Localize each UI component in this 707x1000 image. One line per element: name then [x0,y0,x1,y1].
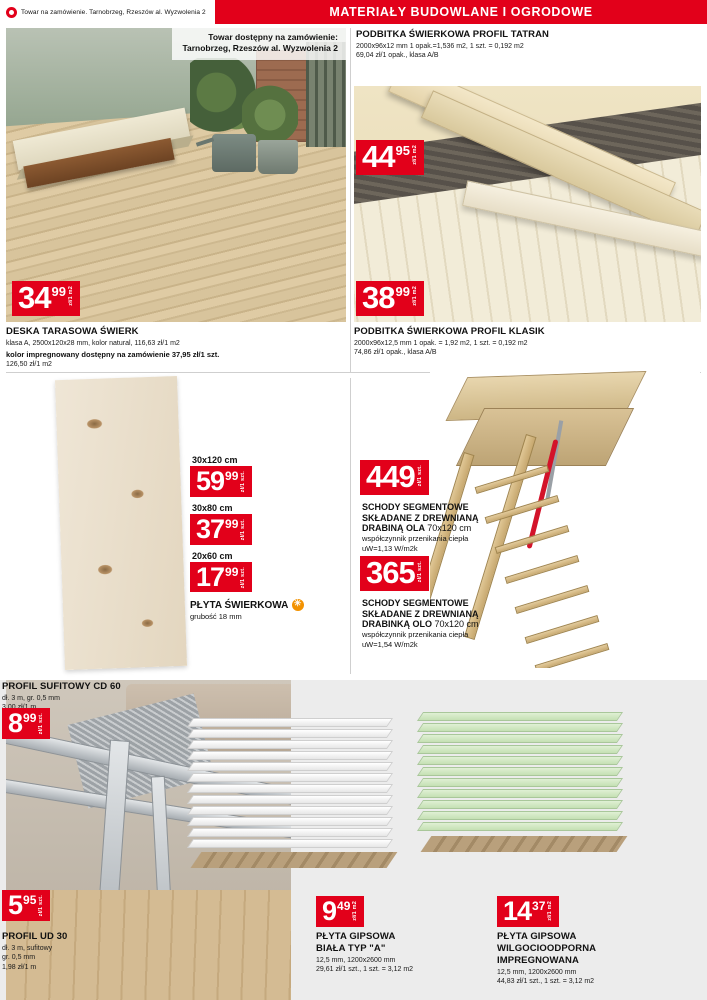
product-description-line-2: 74,86 zł/1 opak., klasa A/B [354,349,437,357]
gypsum-board-layer [417,745,623,754]
price-main: 365 [366,555,415,590]
price-cents: 49 [337,899,351,913]
deska-tarasowa-info [6,327,346,370]
price-tag-deska-tarasowa [12,281,80,316]
product-description: grubość 18 mm [190,612,242,622]
price-main: 8 [8,708,23,738]
product-title: DESKA TARASOWA ŚWIERK [6,326,139,337]
ud30-info [2,932,142,972]
price-unit: zł/1 m2 [67,286,74,307]
product-description-line-1: 2000x96x12 mm 1 opak.=1,536 m2, 1 szt. = 0,192 m2 [356,42,524,50]
price-main: 37 [196,513,225,544]
price-cents: 95 [23,893,37,907]
price-main: 44 [362,139,395,174]
product-description-line-2: uW=1,54 W/m2k [362,639,418,649]
product-title-line-3 [362,523,532,534]
gypsum-board-layer [187,729,393,738]
price-unit: zł/1 m2 [411,286,418,307]
wood-knot-decor [97,564,112,575]
gypsum-board-layer [187,751,393,760]
price-unit: zł/1 szt. [416,465,423,487]
product-description-line-1: dł. 3 m, sufitowy [2,944,53,952]
price-main: 17 [196,561,225,592]
price-unit: zł/1 m2 [352,901,359,921]
price-main: 38 [362,280,395,316]
product-description-line-2: 69,04 zł/1 opak., klasa A/B [356,52,439,60]
price-tag-plyta-30x80 [190,514,252,545]
product-title-line-3: IMPREGNOWANA [497,954,579,966]
pallet-decor [421,836,628,852]
gypsum-board-layer [417,789,623,798]
price-cents: 95 [395,143,410,158]
product-title: PROFIL UD 30 [2,931,68,942]
product-description-line-1: dł. 3 m, gr. 0,5 mm [2,694,60,702]
price-unit: zł/1 m2 [411,145,418,165]
price-tag-plyta-gipsowa-biala [316,896,364,927]
product-dimensions: 70x120 cm [434,619,479,630]
gypsum-board-layer [417,811,623,820]
divider-vertical [350,28,351,372]
star-badge-icon [292,599,304,611]
product-title-line-2: BIAŁA TYP "A" [316,942,386,954]
product-title-line-1: PŁYTA GIPSOWA [316,931,396,942]
gypsum-board-layer [417,767,623,776]
product-description-line-2: 44,83 zł/1 szt., 1 szt. = 3,12 m2 [497,978,595,986]
flower-pot-icon [258,140,298,174]
watering-can-icon [212,134,256,172]
order-dot-icon [6,7,17,18]
product-title: PODBITKA ŚWIERKOWA PROFIL KLASIK [354,326,545,337]
price-cents: 99 [23,711,37,725]
order-note-label: Towar na zamówienie. Tarnobrzeg, Rzeszów al. Wyzwolenia 2 [21,8,206,16]
price-main: 9 [322,896,337,926]
product-description-line-1: 2000x96x12,5 mm 1 opak. = 1,92 m2, 1 szt. = 0,192 m2 [354,339,528,347]
product-title-line-2: SKŁADANE Z DREWNIANĄ [362,512,479,523]
plyta-gipsowa-biala-info [316,932,481,975]
gypsum-board-layer [417,822,623,831]
size-label-2: 30x80 cm [192,502,233,513]
price-main: 59 [196,466,225,496]
gypsum-board-layer [417,756,623,765]
ladder-rung [505,555,580,584]
plyta-gipsowa-biala-photo [190,718,405,883]
gypsum-board-layer [187,828,393,837]
price-tag-podbitka-klasik [356,281,424,316]
product-title: PŁYTA ŚWIERKOWA [190,599,289,611]
order-availability-note [0,0,215,24]
podbitka-klasik-info [354,327,701,358]
price-cents: 99 [225,469,239,483]
price-unit: zł/1 szt. [240,518,247,541]
gypsum-board-layer [187,817,393,826]
price-tag-schody-olo [360,556,429,591]
price-unit: zł/1 szt. [38,895,45,917]
gypsum-board-layer [187,839,393,848]
wood-knot-decor [86,419,102,430]
plyta-gipsowa-impregnowana-photo [420,712,635,872]
price-main: 34 [18,280,51,316]
pallet-decor [191,852,398,868]
product-description-line-3: 1,98 zł/1 m [2,963,37,971]
price-unit: zł/1 m2 [547,901,554,921]
gypsum-board-layer [187,795,393,804]
gypsum-board-layer [187,806,393,815]
gypsum-board-layer [417,712,623,721]
schody-olo-info [362,598,532,649]
ladder-rung [525,615,600,644]
plyta-swierkowa-photo [55,376,187,670]
availability-line-2: Tarnobrzeg, Rzeszów al. Wyzwolenia 2 [182,43,338,54]
podbitka-photo [354,86,701,322]
price-main: 5 [8,890,23,920]
product-title-line-1: SCHODY SEGMENTOWE [362,502,469,512]
product-title: PROFIL SUFITOWY CD 60 [2,681,121,692]
size-label-3: 20x60 cm [192,550,233,561]
plyta-swierkowa-title-row [190,599,350,611]
product-dimensions: 70x120 cm [427,523,472,534]
size-label-1: 30x120 cm [192,455,238,465]
wood-knot-decor [141,619,153,627]
gypsum-board-layer [417,734,623,743]
price-tag-plyta-30x120 [190,466,252,497]
price-cents: 99 [225,564,239,579]
product-title-line-2: WILGOCIOODPORNA [497,942,597,954]
product-model: DRABINĄ OLA [362,523,425,534]
ladder-rung [535,643,610,668]
product-description: klasa A, 2500x120x28 mm, kolor natural, 116,63 zł/1 m2 [6,339,180,347]
price-unit: zł/1 szt. [416,561,423,583]
price-tag-schody-ola [360,460,429,495]
price-tag-plyta-gipsowa-impregnowana [497,896,559,927]
product-description-line-2: uW=1,13 W/m2k [362,543,418,553]
price-main: 449 [366,459,415,494]
product-title-line-1: SCHODY SEGMENTOWE [362,598,469,608]
schody-ola-info [362,502,532,553]
divider-vertical [350,378,351,674]
product-model: DRABINKĄ OLO [362,619,432,630]
price-main: 14 [503,896,532,926]
price-tag-podbitka-tatran [356,140,424,175]
wood-knot-decor [131,489,144,498]
gypsum-board-layer [187,740,393,749]
loft-hatch-panel [456,408,634,466]
gypsum-board-layer [187,784,393,793]
product-note-sub: 126,50 zł/1 m2 [6,361,52,369]
price-cents: 37 [532,899,546,913]
price-tag-plyta-20x60 [190,562,252,593]
section-title: MATERIAŁY BUDOWLANE I OGRODOWE [215,0,707,24]
price-tag-cd60 [2,708,50,739]
gypsum-board-layer [187,762,393,771]
product-title-line-3 [362,619,532,630]
product-description-line-2: 29,61 zł/1 szt., 1 szt. = 3,12 m2 [316,966,414,974]
product-note: kolor impregnowany dostępny na zamówienie 37,95 zł/1 szt. [6,350,220,360]
price-unit: zł/1 szt. [240,471,247,493]
product-description-line-1: 12,5 mm, 1200x2600 mm [497,968,577,976]
price-cents: 99 [225,516,239,531]
gypsum-board-layer [417,800,623,809]
product-title-line-2: SKŁADANE Z DREWNIANĄ [362,608,479,619]
price-tag-ud30 [2,890,50,921]
gypsum-board-layer [417,723,623,732]
plyta-swierkowa-prices [190,455,350,621]
product-description-line-1: 12,5 mm, 1200x2600 mm [316,956,396,964]
gypsum-board-layer [187,718,393,727]
gypsum-board-layer [417,778,623,787]
podbitka-tatran-info [354,28,701,61]
price-unit: zł/1 szt. [38,713,45,735]
product-description-line-1: współczynnik przenikania ciepła [362,629,469,639]
availability-line-1: Towar dostępny na zamówienie: [208,32,338,42]
plyta-gipsowa-impregnowana-info [497,932,687,987]
price-cents: 99 [51,284,66,300]
deska-tarasowa-photo [6,28,346,322]
product-title: PODBITKA ŚWIERKOWA PROFIL TATRAN [356,29,550,40]
podbitka-block [354,28,701,322]
availability-callout [172,28,346,60]
product-title-line-1: PŁYTA GIPSOWA [497,931,577,942]
product-description-line-1: współczynnik przenikania ciepła [362,533,469,543]
price-cents: 99 [395,284,410,300]
page-header [0,0,707,24]
product-description-line-2: gr. 0,5 mm [2,954,36,962]
price-unit: zł/1 szt. [240,566,247,589]
gypsum-board-layer [187,773,393,782]
